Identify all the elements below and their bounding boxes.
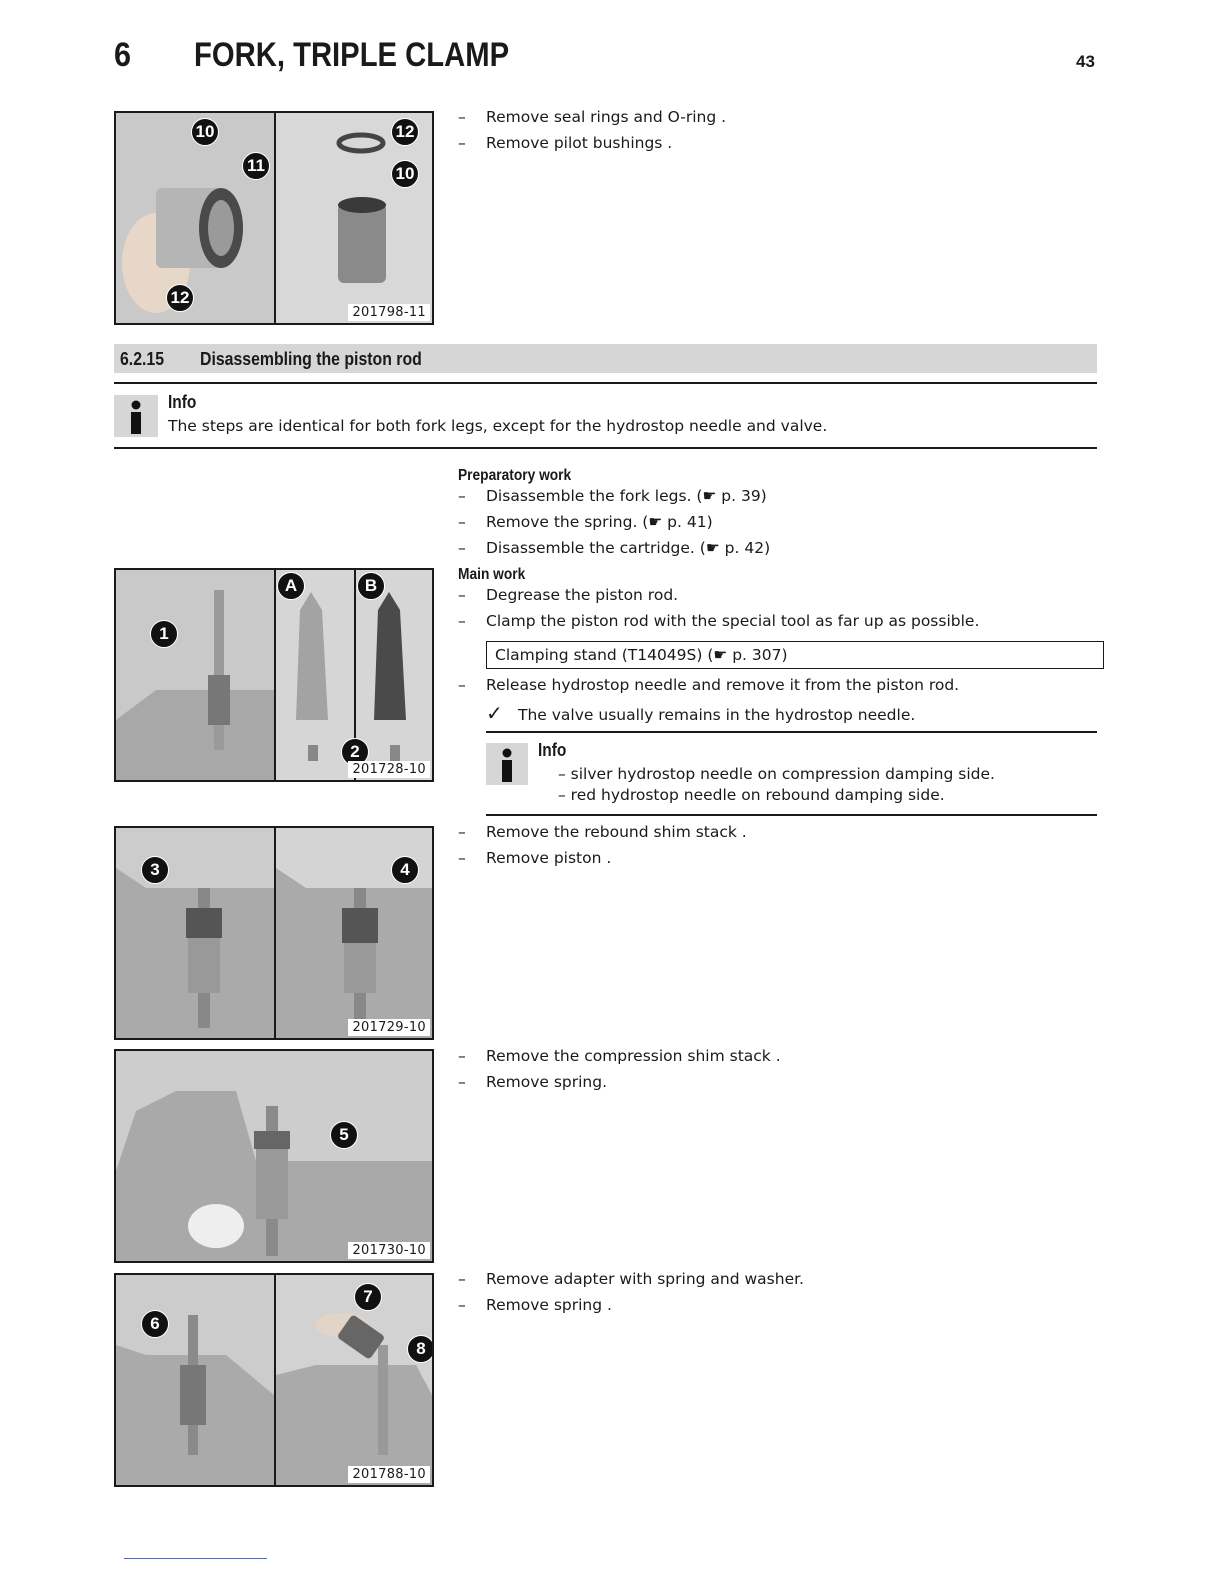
step-text: Remove spring. — [486, 1073, 608, 1091]
list-marker: – — [458, 586, 466, 604]
callout-b: B — [357, 572, 385, 600]
figure-code: 201730-10 — [348, 1242, 430, 1259]
section-number: 6.2.15 — [120, 349, 165, 369]
callout-4: 4 — [391, 856, 419, 884]
callout-3: 3 — [141, 856, 169, 884]
figure-seal-rings-illustration — [116, 113, 432, 323]
figure-seal-rings — [114, 111, 434, 325]
figure-rebound-shim-stack — [114, 826, 434, 1040]
callout-8: 8 — [407, 1335, 434, 1363]
check-valve-remains — [486, 701, 915, 725]
step-text: Disassemble the fork legs. (☛ p. 39) — [486, 487, 767, 505]
step-remove-pilot-bushings — [458, 134, 672, 152]
list-marker: – — [458, 539, 466, 557]
step-disassemble-cartridge — [458, 539, 770, 557]
callout-5: 5 — [330, 1121, 358, 1149]
list-marker: – — [458, 1073, 466, 1091]
figure-code: 201729-10 — [348, 1019, 430, 1036]
callout-6: 6 — [141, 1310, 169, 1338]
step-text: Degrease the piston rod. — [486, 586, 679, 604]
figure-code: 201788-10 — [348, 1466, 430, 1483]
callout-12: 12 — [391, 118, 419, 146]
step-remove-seal-rings — [458, 108, 726, 126]
callout-1: 1 — [150, 620, 178, 648]
figure-hydrostop-needle — [114, 568, 434, 782]
step-text: Clamp the piston rod with the special tool as far up as possible. — [486, 612, 980, 630]
info-icon — [486, 743, 528, 785]
section-header — [114, 344, 1097, 373]
step-remove-compression-shim-stack — [458, 1047, 781, 1065]
check-mark-icon: ✓ — [486, 701, 503, 725]
step-remove-piston — [458, 849, 611, 867]
divider — [114, 382, 1097, 384]
callout-12: 12 — [166, 284, 194, 312]
step-remove-adapter — [458, 1270, 804, 1288]
info-text: The steps are identical for both fork legs, except for the hydrostop needle and valve. — [168, 417, 828, 435]
step-text: Remove the compression shim stack . — [486, 1047, 781, 1065]
callout-7: 7 — [354, 1283, 382, 1311]
step-text: Remove the spring. (☛ p. 41) — [486, 513, 713, 531]
info-icon — [114, 395, 158, 437]
step-remove-spring-2 — [458, 1073, 607, 1091]
step-clamp-piston-rod — [458, 612, 979, 630]
step-text: Remove adapter with spring and washer. — [486, 1270, 804, 1288]
step-text: Remove pilot bushings . — [486, 134, 673, 152]
divider — [486, 731, 1097, 733]
info-line-silver: – silver hydrostop needle on compression damping side. — [558, 765, 995, 783]
footer-line — [124, 1558, 267, 1559]
list-marker: – — [458, 676, 466, 694]
step-text: Remove the rebound shim stack . — [486, 823, 747, 841]
step-remove-spring — [458, 513, 713, 531]
callout-11: 11 — [242, 152, 270, 180]
chapter-number: 6 — [114, 36, 132, 74]
step-text: Remove spring . — [486, 1296, 612, 1314]
list-marker: – — [458, 487, 466, 505]
callout-10: 10 — [391, 160, 419, 188]
callout-10: 10 — [191, 118, 219, 146]
step-remove-rebound-shim-stack — [458, 823, 747, 841]
info-title: Info — [538, 740, 567, 760]
callout-2: 2 — [341, 738, 369, 766]
list-marker: – — [458, 849, 466, 867]
figure-adapter-spring — [114, 1273, 434, 1487]
divider — [114, 447, 1097, 449]
step-text: Remove piston . — [486, 849, 612, 867]
check-text: The valve usually remains in the hydrostop needle. — [518, 706, 916, 724]
list-marker: – — [458, 108, 466, 126]
step-text: Remove seal rings and O-ring . — [486, 108, 727, 126]
list-marker: – — [458, 1270, 466, 1288]
info-title: Info — [168, 392, 197, 412]
figure-compression-shim-stack — [114, 1049, 434, 1263]
list-marker: – — [458, 1296, 466, 1314]
divider — [486, 814, 1097, 816]
step-remove-spring-3 — [458, 1296, 612, 1314]
step-degrease-piston-rod — [458, 586, 678, 604]
preparatory-work-heading: Preparatory work — [458, 467, 572, 484]
special-tool-box: Clamping stand (T14049S) (☛ p. 307) — [486, 641, 1104, 669]
list-marker: – — [458, 823, 466, 841]
step-text: Release hydrostop needle and remove it from the piston rod. — [486, 676, 960, 694]
list-marker: – — [458, 1047, 466, 1065]
step-text: Disassemble the cartridge. (☛ p. 42) — [486, 539, 771, 557]
list-marker: – — [458, 513, 466, 531]
figure-adapter-spring-illustration — [116, 1275, 432, 1485]
figure-code: 201728-10 — [348, 761, 430, 778]
figure-hydrostop-needle-illustration — [116, 570, 432, 780]
figure-code: 201798-11 — [348, 304, 430, 321]
step-release-hydrostop-needle — [458, 676, 959, 694]
chapter-title: FORK, TRIPLE CLAMP — [194, 36, 510, 74]
section-title: Disassembling the piston rod — [200, 349, 422, 369]
info-line-red: – red hydrostop needle on rebound damping side. — [558, 786, 945, 804]
page-number: 43 — [1076, 52, 1095, 71]
figure-compression-shim-stack-illustration — [116, 1051, 432, 1261]
main-work-heading: Main work — [458, 566, 526, 583]
callout-a: A — [277, 572, 305, 600]
step-disassemble-fork-legs — [458, 487, 767, 505]
list-marker: – — [458, 612, 466, 630]
list-marker: – — [458, 134, 466, 152]
